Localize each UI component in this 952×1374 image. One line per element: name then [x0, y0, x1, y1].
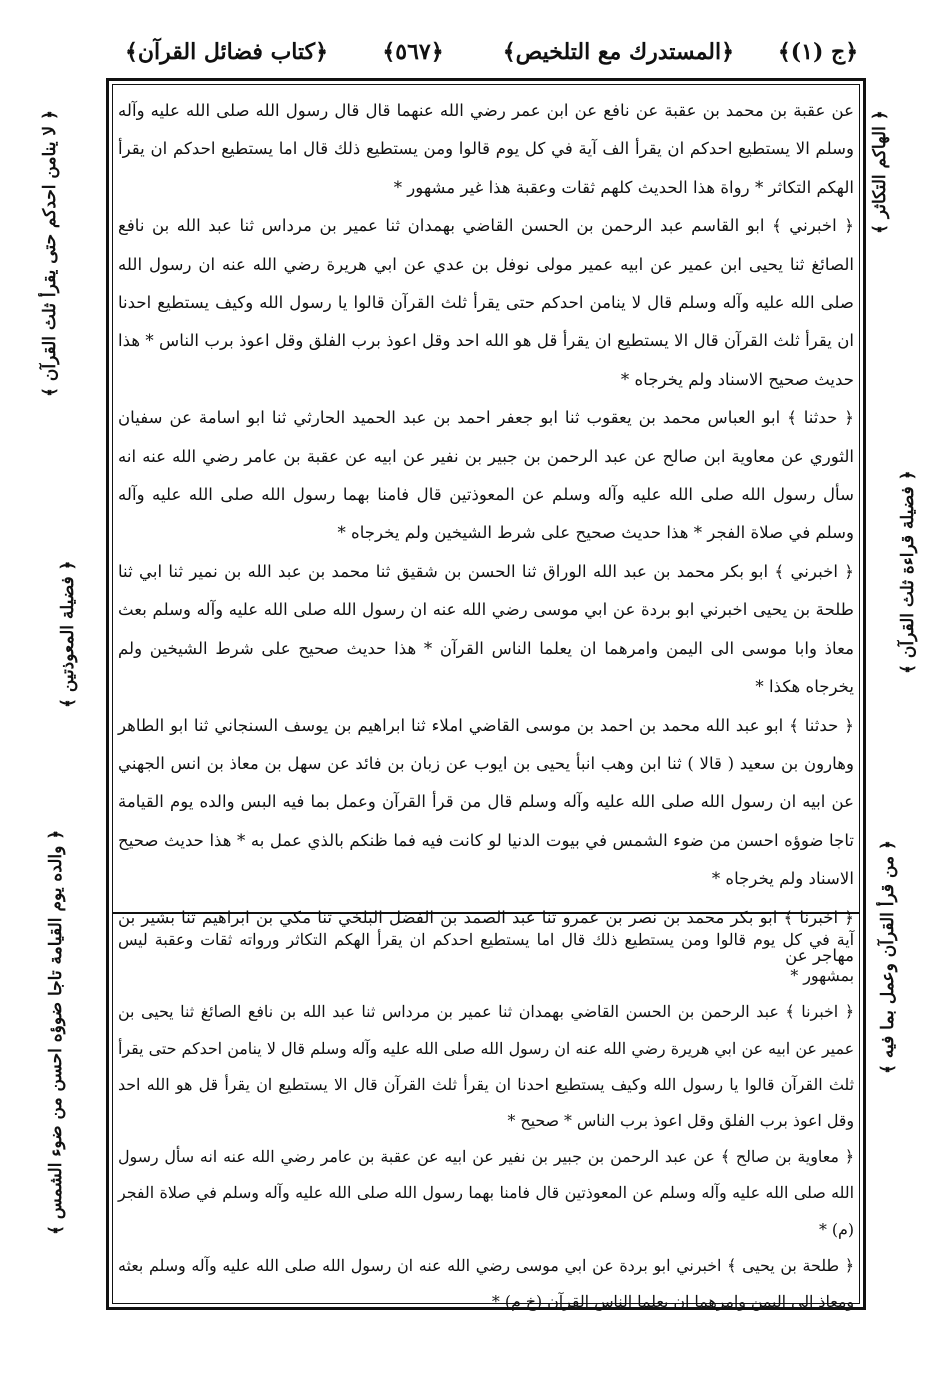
- header-book-title: ﴿المستدرك مع التلخيص﴾: [502, 39, 734, 65]
- paragraph: ﴿ اخبرنا ﴾ ابو بكر محمد بن نصر بن عمرو ثنا عبد الصمد بن الفضل البلخي ثنا مكي بن ابراهيم ثنا بشير بن مهاجر عن: [118, 907, 854, 965]
- main-text: [118, 92, 854, 975]
- margin-note: ﴿ لا ينامن احدكم حتى يقرأ ثلث القرآن ﴾: [40, 110, 60, 397]
- margin-note: ﴿ فضيلة المعوذتين ﴾: [58, 560, 78, 708]
- header-volume: ﴿ج (١)﴾: [777, 39, 859, 65]
- note-paragraph: ﴿ طلحة بن يحيى ﴾ اخبرني ابو بردة عن ابي موسى رضي الله عنه ان رسول الله صلى الله عليه وآله وسلم بعثه ومعاذ الى اليمن وامرهما ان يعلما الناس القرآن (خ م) *: [118, 1255, 854, 1312]
- header-chapter: ﴿كتاب فضائل القرآن﴾: [124, 39, 328, 65]
- note-paragraph: ﴿ اخبرنا ﴾ عبد الرحمن بن الحسن القاضي بهمدان ثنا عمير بن مرداس ثنا عبد الله بن نافع الصائغ ثنا يحيى بن عمير عن ابيه عن ابي هريرة رضي الله عنه ان رسول الله صلى الله عليه وآله وسلم قال لا ينامن احدكم حتى يقرأ ثلث القرآن قالوا يا رسول الله وكيف يستطيع احدنا ان يقرأ ثلث القرآن قال الا يستطيع ان يقرأ قل هو الله احد وقل اعوذ برب الفلق وقل اعوذ برب الناس * صحيح *: [118, 1002, 854, 1131]
- paragraph: ﴿ حدثنا ﴾ ابو العباس محمد بن يعقوب ثنا ابو جعفر احمد بن عبد الحميد الحارثي ثنا ابو اسامة عن سفيان الثوري عن معاوية ابن صالح عن عبد الرحمن بن جبير بن نفير عن ابيه عن عقبة بن عامر رضي الله عنه انه سأل رسول الله صلى الله عليه وآله وسلم عن المعوذتين قال فامنا بهما رسول الله صلى الله عليه وآله وسلم في صلاة الفجر * هذا حديث صحيح على شرط الشيخين ولم يخرجاه *: [118, 408, 854, 543]
- note-paragraph: ﴿ معاوية بن صالح ﴾ عن عبد الرحمن بن جبير بن نفير عن ابيه عن عقبة بن عامر رضي الله عنه انه سأل رسول الله صلى الله عليه وآله وسلم عن المعوذتين قال فامنا بهما رسول الله صلى الله عليه وآله وسلم في صلاة الفجر (م) *: [118, 1147, 854, 1239]
- paragraph: ﴿ اخبرني ﴾ ابو بكر محمد بن عبد الله الوراق ثنا الحسن بن شقيق ثنا محمد بن عبد الله بن نمير ثنا ابي ثنا طلحة بن يحيى اخبرني ابو بردة عن ابي موسى رضي الله عنه ان رسول الله صلى الله عليه وآله وسلم بعث معاذ وابا موسى الى اليمن وامرهما ان يعلما الناس القرآن * هذا حديث صحيح على شرط الشيخين ولم يخرجاه هكذا *: [118, 561, 854, 697]
- margin-note: ﴿ فضيلة قراءة ثلث القرآن ﴾: [898, 470, 918, 674]
- summary-notes: [118, 922, 854, 1320]
- header-page-number: ﴿٥٦٧﴾: [382, 39, 444, 65]
- margin-note: ﴿ والده يوم القيامة تاجا ضوؤه احسن من ضوء الشمس ﴾: [46, 830, 66, 1236]
- margin-note: ﴿ الهاكم التكاثر ﴾: [870, 110, 890, 234]
- margin-note: ﴿ من قرأ القرآن وعمل بما فيه ﴾: [878, 840, 898, 1074]
- paragraph: ﴿ حدثنا ﴾ ابو عبد الله محمد بن احمد بن موسى القاضي املاء ثنا ابراهيم بن يوسف السنجاني ثنا ابو الطاهر وهارون بن سعيد ( قالا ) ثنا ابن وهب انبأ يحيى بن ايوب عن زبان بن فائد عن سهل بن معاذ بن انس الجهني عن ابيه ان رسول الله صلى الله عليه وآله وسلم قال من قرأ القرآن وعمل بما فيه البس والده يوم القيامة تاجا ضوؤه احسن من ضوء الشمس في بيوت الدنيا لو كانت فيه فما ظنكم بالذي عمل به * هذا حديث صحيح الاسناد ولم يخرجاه *: [118, 715, 854, 889]
- note-paragraph: آية في كل يوم قالوا ومن يستطيع ذلك قال اما يستطيع احدكم ان يقرأ الهكم التكاثر ورواته ثقات وعقبة ليس بمشهور *: [118, 930, 854, 986]
- paragraph: ﴿ اخبرني ﴾ ابو القاسم عبد الرحمن بن الحسن القاضي بهمدان ثنا عمير بن مرداس ثنا عبد الله بن نافع الصائغ ثنا يحيى ابن عمير عن ابيه عمير مولى نوفل بن عدي عن ابي هريرة رضي الله عنه ان رسول الله صلى الله عليه وآله وسلم قال لا ينامن احدكم حتى يقرأ ثلث القرآن قالوا يا رسول الله وكيف يستطيع احدنا ان يقرأ ثلث القرآن قال الا يستطيع ان يقرأ قل هو الله احد وقل اعوذ برب الفلق وقل اعوذ برب الناس * هذا حديث صحيح الاسناد ولم يخرجاه *: [118, 216, 854, 389]
- paragraph: عن عقبة بن محمد بن عقبة عن نافع عن ابن عمر رضي الله عنهما قال قال رسول الله صلى الله عليه وآله وسلم الا يستطيع احدكم ان يقرأ الف آية في كل يوم قالوا ومن يستطيع ذلك قال اما يستطيع احدكم ان يقرأ الهكم التكاثر * رواة هذا الحديث كلهم ثقات وعقبة هذا غير مشهور *: [118, 101, 854, 197]
